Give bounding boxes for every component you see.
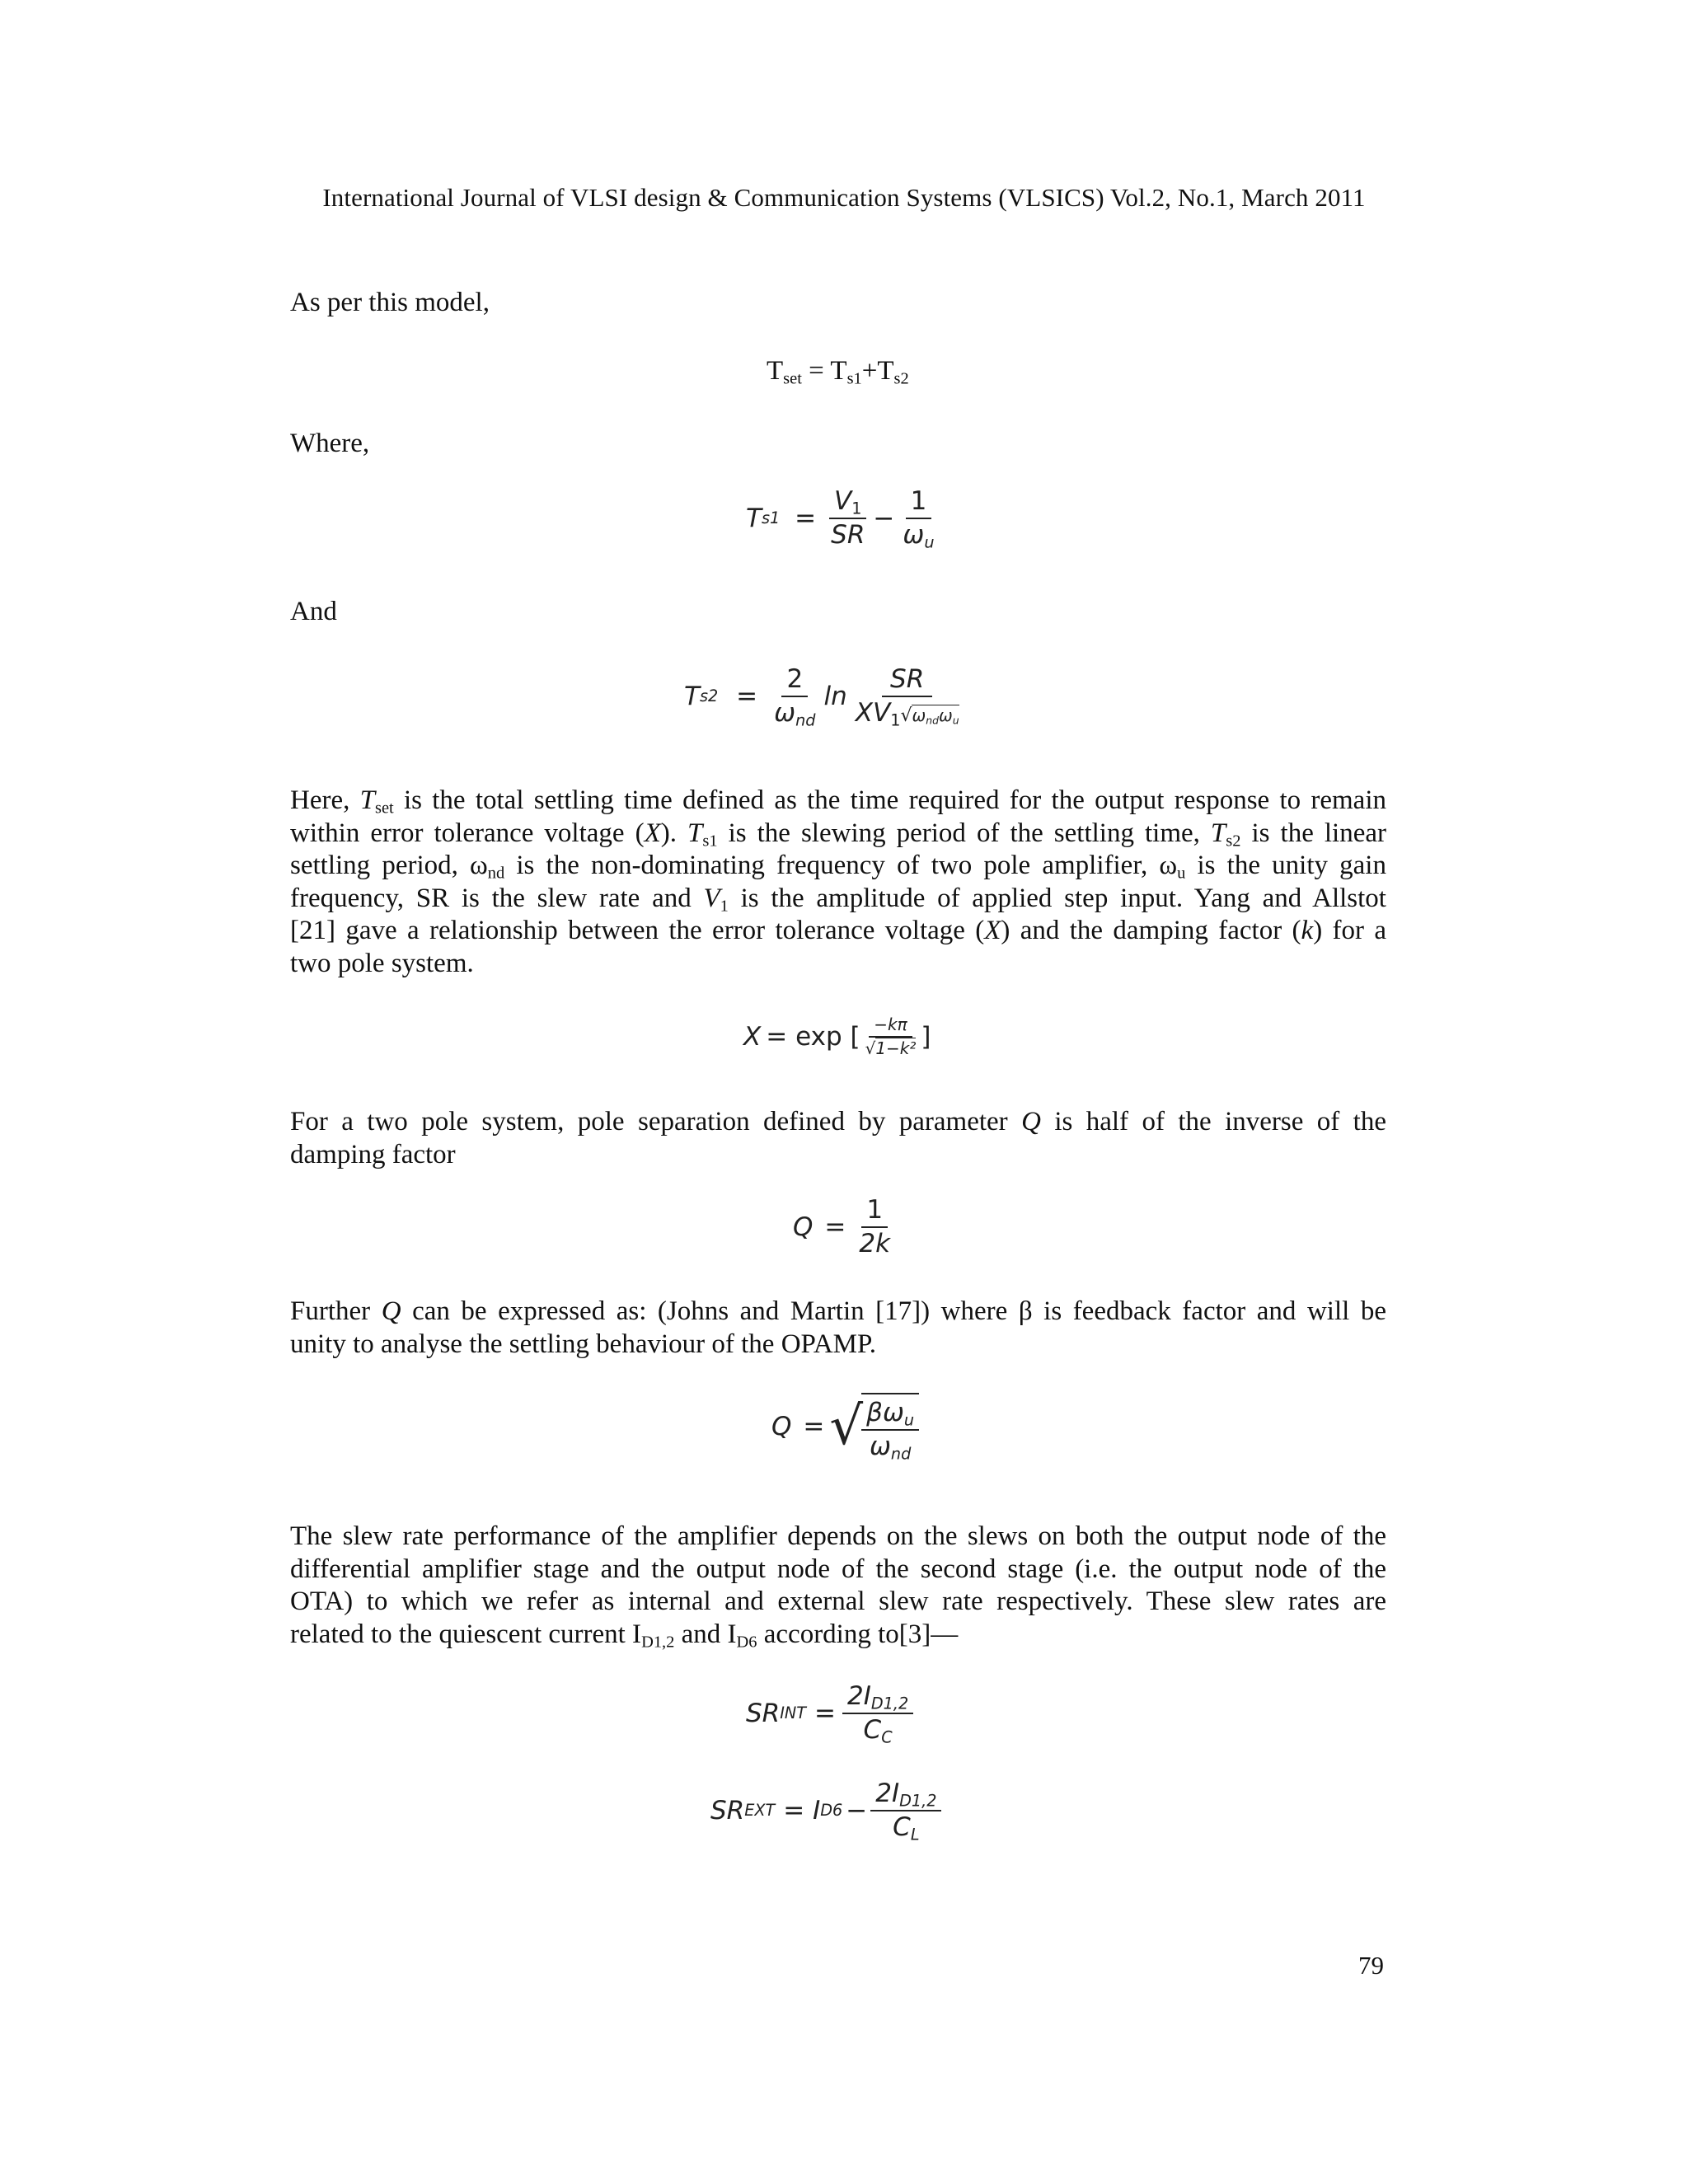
equation-tset: $T_{set} = T_{s1}+T_{s2}$ bbox=[767, 356, 909, 388]
page-number: 79 bbox=[1358, 1951, 1384, 1980]
equation-q-damping: Q = $\frac{1}{2k}$ bbox=[793, 1195, 891, 1258]
equation-ts1: T s1 = $\frac{V_1}{SR}$ − $\frac{1}{\omega_u}$ bbox=[746, 486, 935, 551]
paragraph-slew-rate: The slew rate performance of the amplifier depends on the slews on both the output node of the differential amplifier stage and the output node of the second stage (i.e. the output node of the OTA) to which we refer as internal and external slew rate respectively. These slew rates are related to the quiescent current $I_{D1,2}$ and $I_{D6}$ according to[3]— bbox=[290, 1521, 1386, 1652]
equation-x: X = exp [ $\frac{-k\pi}{\text{√1−k²}}$ ] bbox=[743, 1015, 931, 1058]
paragraph-settling-time: Here, $T_{set}$ is the total settling time defined as the time required for the output response to remain within error tolerance voltage (X). $T_{s1}$ is the slewing period of the settling time, $T_{s2}$ is the linear settling period, $\omega_{nd}$ is the non-dominating frequency of two pole amplifier, $\omega_u$ is the unity gain frequency, SR is the slew rate and $V_1$ is the amplitude of applied step input. Yang and Allstot [21] gave a relationship between the error tolerance voltage (X) and the damping factor (k) for a two pole system. bbox=[290, 785, 1386, 978]
equation-sr-ext: SR EXT = I D6 − $\frac{2I_{D1,2}}{C_L}$ bbox=[710, 1780, 941, 1840]
where-text: Where, bbox=[290, 429, 370, 458]
running-header: International Journal of VLSI design & Communication Systems (VLSICS) Vol.2, No.1, March 2011 bbox=[322, 183, 1366, 212]
paragraph-feedback-factor: Further Q can be expressed as: (Johns and Martin [17]) where β is feedback factor and will be unity to analyse the settling behaviour of the OPAMP. bbox=[290, 1296, 1386, 1359]
equation-ts2: T s2 = $\frac{2}{\omega_{nd}}$ ln $\frac{SR}{XV_1√\omega_{nd}\omega_u}$ bbox=[684, 664, 959, 729]
paragraph-pole-separation: For a two pole system, pole separation defined by parameter Q is half of the inverse of the damping factor bbox=[290, 1107, 1386, 1169]
intro-text: As per this model, bbox=[290, 288, 490, 317]
equation-q-sqrt: Q = √ $\frac{\beta\omega_u}{\omega_{nd}}$ bbox=[771, 1393, 919, 1460]
equation-sr-int: SR INT = $\frac{2I_{D1,2}}{C_C}$ bbox=[746, 1683, 913, 1743]
and-text: And bbox=[290, 597, 337, 626]
